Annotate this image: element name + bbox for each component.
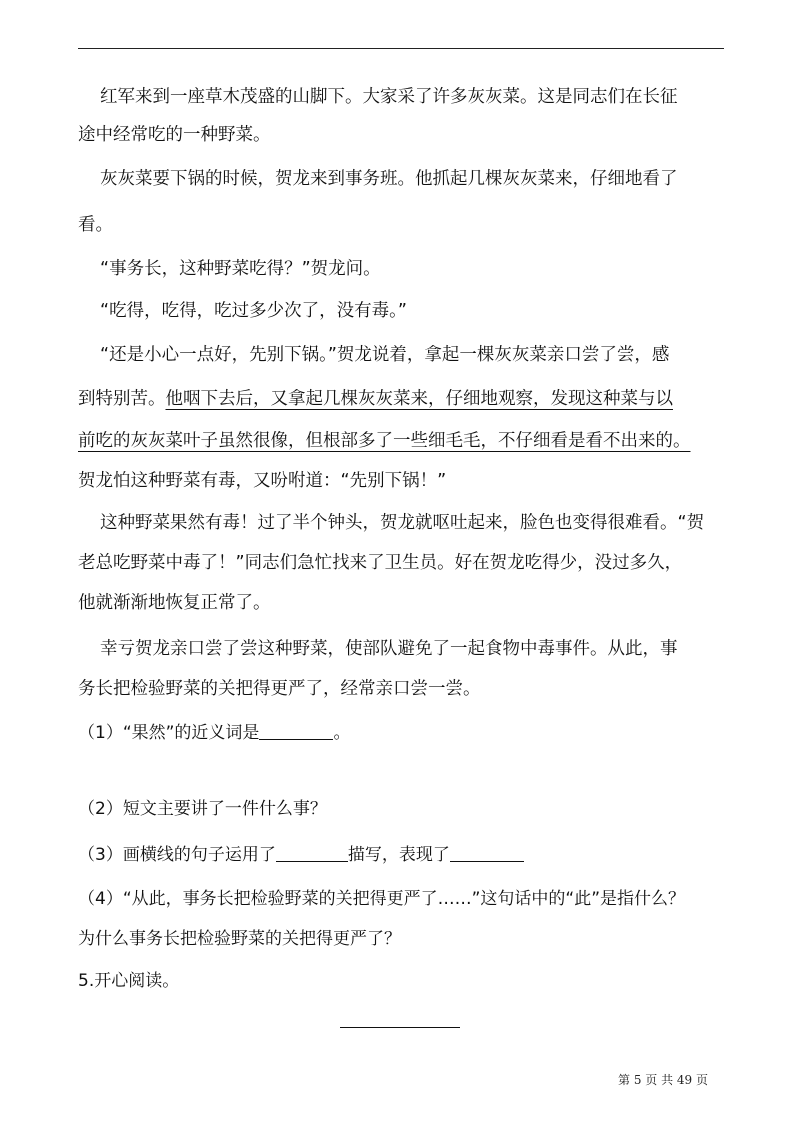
question-4-line-2: 为什么事务长把检验野菜的关把得更严了？ xyxy=(78,929,401,949)
paragraph-7-line-1: 幸亏贺龙亲口尝了尝这种野菜，使部队避免了一起食物中毒事件。从此，事 xyxy=(100,639,678,659)
plain-text: 到特别苦。 xyxy=(78,389,166,409)
question-2: （2）短文主要讲了一件什么事？ xyxy=(78,799,327,819)
paragraph-5-line-2 xyxy=(78,380,728,418)
question-3-text-2: 描写，表现了 xyxy=(347,845,450,865)
paragraph-5-line-1: “还是小心一点好，先别下锅。”贺龙说着，拿起一棵灰灰菜亲口尝了尝，感 xyxy=(100,345,670,365)
question-4-line-1: （4）“从此，事务长把检验野菜的关把得更严了……”这句话中的“此”是指什么？ xyxy=(78,889,686,909)
answer-blank[interactable] xyxy=(450,841,524,862)
question-1 xyxy=(78,714,350,752)
question-3-text: （3）画横线的句子运用了 xyxy=(78,845,276,865)
paragraph-5-line-4: 贺龙怕这种野菜有毒，又吩咐道：“先别下锅！” xyxy=(78,471,447,491)
question-1-text: （1）“果然”的近义词是 xyxy=(78,723,260,743)
header-rule xyxy=(78,48,724,49)
paragraph-1-line-1: 红军来到一座草木茂盛的山脚下。大家采了许多灰灰菜。这是同志们在长征 xyxy=(100,87,678,107)
paragraph-2-line-2: 看。 xyxy=(78,215,113,235)
page-number: 第 5 页 共 49 页 xyxy=(618,1073,708,1087)
blank-line xyxy=(340,1027,460,1028)
answer-blank[interactable] xyxy=(276,841,348,862)
paragraph-4: “吃得，吃得，吃过多少次了，没有毒。” xyxy=(100,301,407,321)
underlined-sentence: 他咽下去后，又拿起几棵灰灰菜来，仔细地观察，发现这种菜与以 xyxy=(165,389,673,409)
paragraph-1-line-2: 途中经常吃的一种野菜。 xyxy=(78,125,271,145)
question-1-end: 。 xyxy=(333,723,351,743)
answer-blank[interactable] xyxy=(259,719,333,740)
paragraph-6-line-2: 老总吃野菜中毒了！”同志们急忙找来了卫生员。好在贺龙吃得少，没过多久， xyxy=(78,553,683,573)
paragraph-2-line-1: 灰灰菜要下锅的时候，贺龙来到事务班。他抓起几棵灰灰菜来，仔细地看了 xyxy=(100,169,678,189)
question-3 xyxy=(78,836,524,874)
paragraph-6-line-1: 这种野菜果然有毒！过了半个钟头，贺龙就呕吐起来，脸色也变得很难看。“贺 xyxy=(100,513,705,533)
underlined-sentence-line-2: 前吃的灰灰菜叶子虽然很像，但根部多了一些细毛毛，不仔细看是看不出来的。 xyxy=(78,431,691,451)
paragraph-6-line-3: 他就渐渐地恢复正常了。 xyxy=(78,593,271,613)
paragraph-3: “事务长，这种野菜吃得？”贺龙问。 xyxy=(100,259,381,279)
paragraph-7-line-2: 务长把检验野菜的关把得更严了，经常亲口尝一尝。 xyxy=(78,679,481,699)
question-5-heading: 5.开心阅读。 xyxy=(78,971,180,991)
